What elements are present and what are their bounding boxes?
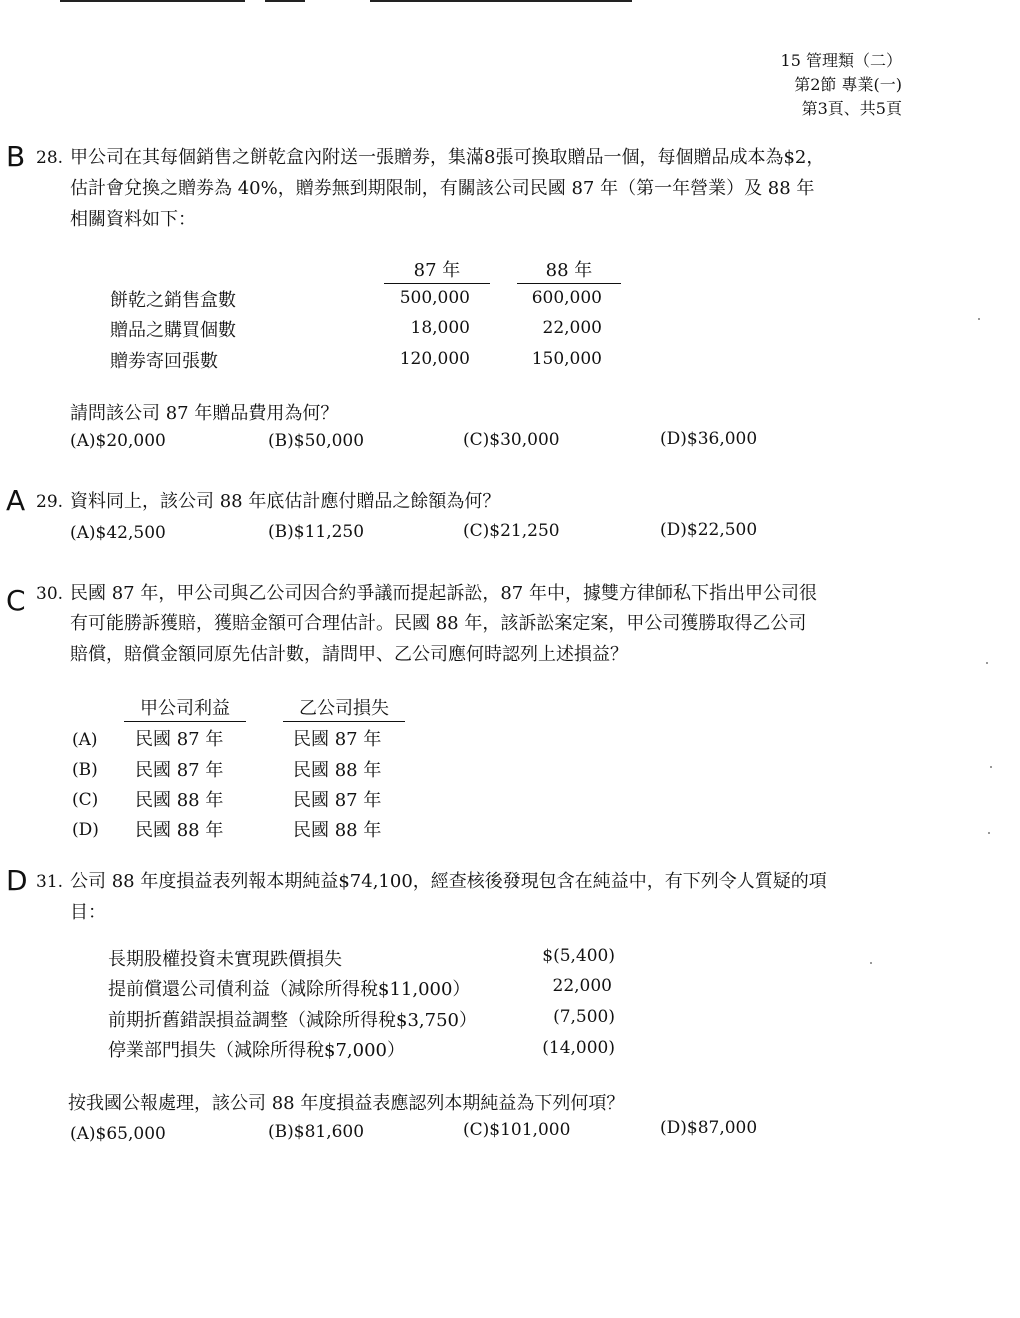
- q30-answer: C: [6, 584, 26, 617]
- q29-answer: A: [6, 484, 26, 517]
- q28-text-line3: 相關資料如下：: [70, 209, 196, 230]
- q31-question: 按我國公報處理，該公司 88 年度損益表應認列本期純益為下列何項？: [68, 1093, 625, 1114]
- q28-number: 28.: [36, 148, 64, 168]
- q28-row-label: 贈劵寄回張數: [110, 351, 218, 372]
- scan-speck: [986, 662, 988, 664]
- q29-option-d: (D)$22,500: [660, 520, 758, 540]
- q30-option-label: (D): [72, 820, 99, 840]
- q31-item-label: 提前償還公司債利益（減除所得稅$11,000）: [108, 979, 471, 1000]
- scan-speck: [978, 318, 980, 320]
- q31-option-c: (C)$101,000: [463, 1120, 571, 1140]
- q31-option-a: (A)$65,000: [70, 1124, 166, 1144]
- q28-answer: B: [6, 140, 26, 173]
- q30-option-label: (A): [72, 730, 98, 750]
- scan-artifact-line: [60, 0, 245, 2]
- q31-option-d: (D)$87,000: [660, 1118, 758, 1138]
- scan-speck: [988, 832, 990, 834]
- q29-text-line1: 資料同上，該公司 88 年底估計應付贈品之餘額為何？: [70, 491, 501, 512]
- q31-item-value: (7,500): [553, 1007, 615, 1027]
- q29-option-b: (B)$11,250: [268, 522, 365, 542]
- exam-category: 15 管理類（二）: [780, 51, 902, 70]
- q28-option-b: (B)$50,000: [268, 431, 365, 451]
- exam-section: 第2節 專業(一): [794, 75, 902, 94]
- q30-option-label: (C): [72, 790, 99, 810]
- q31-item-label: 長期股權投資未實現跌價損失: [108, 949, 342, 970]
- q30-text-line3: 賠償，賠償金額同原先估計數，請問甲、乙公司應何時認列上述損益？: [70, 644, 628, 665]
- q31-text-line1: 公司 88 年度損益表列報本期純益$74,100，經查核後發現包含在純益中，有下列令人質疑的項: [70, 871, 827, 892]
- q28-row-value: 120,000: [399, 349, 470, 369]
- q28-row-value: 18,000: [410, 318, 470, 338]
- scan-artifact-line: [265, 0, 305, 2]
- q30-option-loss: 民國 87 年: [293, 729, 382, 750]
- q31-number: 31.: [36, 872, 64, 892]
- q28-col-88: 88 年: [517, 256, 621, 284]
- q30-option-gain: 民國 88 年: [135, 790, 224, 811]
- q31-item-label: 前期折舊錯誤損益調整（減除所得稅$3,750）: [108, 1010, 477, 1031]
- q30-option-gain: 民國 88 年: [135, 820, 224, 841]
- q28-text-line2: 估計會兌換之贈劵為 40%，贈劵無到期限制，有關該公司民國 87 年（第一年營業）及 88 年: [70, 178, 815, 199]
- q30-option-gain: 民國 87 年: [135, 760, 224, 781]
- q30-option-loss: 民國 88 年: [293, 820, 382, 841]
- q28-row-value: 150,000: [531, 349, 602, 369]
- scan-speck: [990, 766, 992, 768]
- q30-option-label: (B): [72, 760, 98, 780]
- q31-item-label: 停業部門損失（減除所得稅$7,000）: [108, 1040, 405, 1061]
- q30-option-gain: 民國 87 年: [135, 729, 224, 750]
- q31-option-b: (B)$81,600: [268, 1122, 365, 1142]
- q30-col-company-b-loss: 乙公司損失: [283, 694, 405, 722]
- q28-option-c: (C)$30,000: [463, 430, 560, 450]
- q29-option-a: (A)$42,500: [70, 523, 166, 543]
- q28-col-87: 87 年: [384, 256, 490, 284]
- q28-row-label: 餅乾之銷售盒數: [110, 290, 236, 311]
- q28-option-a: (A)$20,000: [70, 431, 166, 451]
- q28-row-value: 600,000: [531, 288, 602, 308]
- q30-text-line1: 民國 87 年，甲公司與乙公司因合約爭議而提起訴訟，87 年中，據雙方律師私下指出甲公司很: [70, 583, 817, 604]
- q28-row-value: 500,000: [399, 288, 470, 308]
- q29-option-c: (C)$21,250: [463, 521, 560, 541]
- scan-speck: [870, 962, 872, 964]
- q30-text-line2: 有可能勝訴獲賠，獲賠金額可合理估計。民國 88 年，該訴訟案定案，甲公司獲勝取得乙公司: [70, 613, 807, 634]
- q31-text-line2: 目：: [70, 902, 106, 923]
- page-number: 第3頁、共5頁: [801, 99, 902, 118]
- q30-number: 30.: [36, 584, 64, 604]
- q28-question: 請問該公司 87 年贈品費用為何？: [70, 403, 339, 424]
- q31-item-value: $(5,400): [542, 946, 615, 966]
- q28-row-label: 贈品之購買個數: [110, 320, 236, 341]
- q31-answer: D: [6, 864, 28, 897]
- q28-option-d: (D)$36,000: [660, 429, 758, 449]
- scan-artifact-line: [370, 0, 632, 2]
- q30-option-loss: 民國 87 年: [293, 790, 382, 811]
- q28-text-line1: 甲公司在其每個銷售之餅乾盒內附送一張贈劵，集滿8張可換取贈品一個，每個贈品成本為$2，: [70, 147, 825, 168]
- q29-number: 29.: [36, 492, 64, 512]
- q30-option-loss: 民國 88 年: [293, 760, 382, 781]
- q31-item-value: 22,000: [552, 976, 612, 996]
- q30-col-company-a-gain: 甲公司利益: [124, 694, 246, 722]
- q28-row-value: 22,000: [542, 318, 602, 338]
- q31-item-value: (14,000): [542, 1038, 615, 1058]
